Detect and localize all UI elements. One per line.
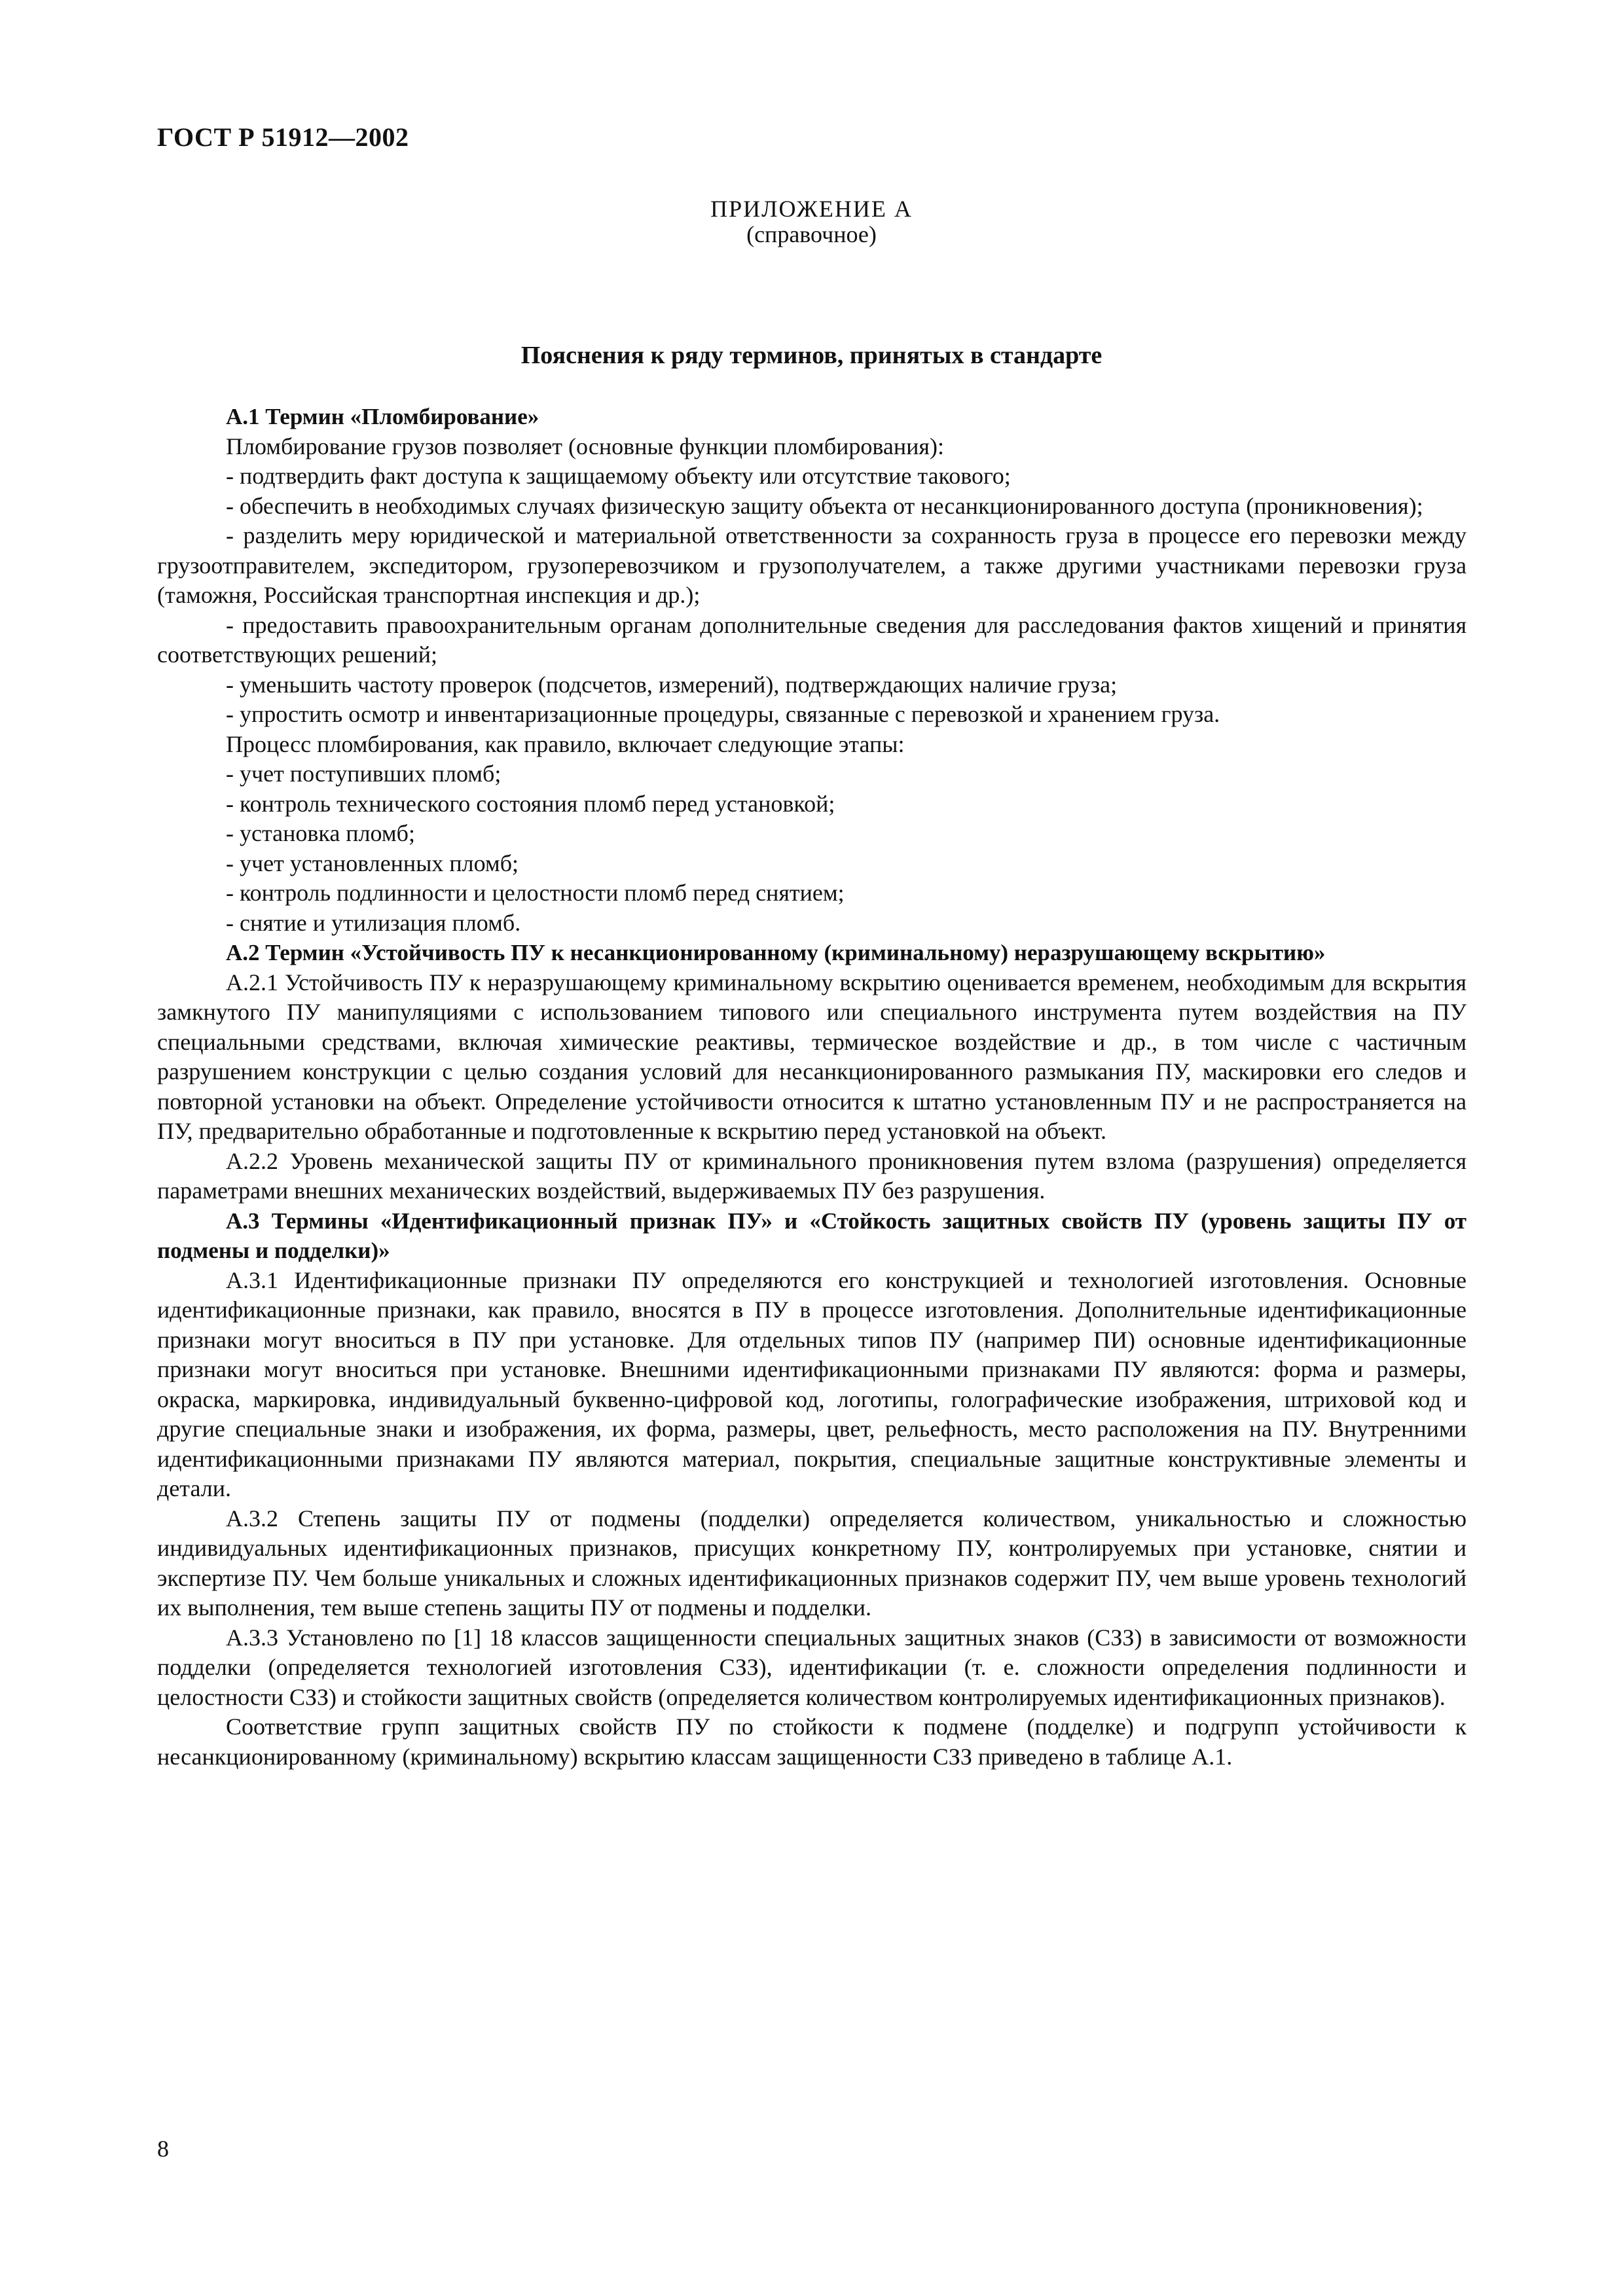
paragraph-a3-4: Соответствие групп защитных свойств ПУ по стойкости к подмене (подделке) и подгрупп устойчивости к несанкционированному (криминальному) вскрытию классам защищенности СЗЗ приведено в таблице А.1.: [157, 1713, 1467, 1770]
list-item: - разделить меру юридической и материальной ответственности за сохранность груза в процессе его перевозки между грузоотправителем, экспедитором, грузоперевозчиком и грузополучателем, а также другими участниками перевозки груза (таможня, Российская транспортная инспекция и др.);: [157, 522, 1467, 608]
section-heading-a1: А.1 Термин «Пломбирование»: [226, 404, 539, 429]
annex-title: ПРИЛОЖЕНИЕ А: [710, 196, 913, 222]
paragraph-a3-3: А.3.3 Установлено по [1] 18 классов защищенности специальных защитных знаков (СЗЗ) в зависимости от возможности подделки (определяется технологией изготовления СЗЗ), идентификации (т. е. сложности определения подлинности и целостности СЗЗ) и стойкости защитных свойств (определяется количеством контролируемых идентификационных признаков).: [157, 1624, 1467, 1710]
page-number: 8: [157, 2136, 169, 2162]
paragraph: Пломбирование грузов позволяет (основные функции пломбирования):: [226, 433, 944, 459]
list-item: - упростить осмотр и инвентаризационные процедуры, связанные с перевозкой и хранением груза.: [226, 701, 1220, 727]
paragraph-a3-2: А.3.2 Степень защиты ПУ от подмены (подделки) определяется количеством, уникальностью и сложностью индивидуальных идентификационных признаков, присущих конкретному ПУ, контролируемых при установке, снятии и экспертизе ПУ. Чем больше уникальных и сложных идентификационных признаков содержит ПУ, чем выше уровень технологий их выполнения, тем выше степень защиты ПУ от подмены и подделки.: [157, 1505, 1467, 1621]
list-item: - контроль подлинности и целостности пломб перед снятием;: [226, 880, 845, 906]
document-body: [157, 402, 1467, 1772]
list-item: - контроль технического состояния пломб перед установкой;: [226, 790, 835, 817]
list-item: - снятие и утилизация пломб.: [226, 909, 521, 936]
document-header: ГОСТ Р 51912—2002: [157, 122, 409, 152]
list-item: - установка пломб;: [226, 820, 415, 846]
page-title: Пояснения к ряду терминов, принятых в стандарте: [520, 342, 1103, 369]
list-item: - обеспечить в необходимых случаях физическую защиту объекта от несанкционированного доступа (проникновения);: [226, 492, 1423, 519]
section-heading-a2: А.2 Термин «Устойчивость ПУ к несанкционированному (криминальному) неразрушающему вскрытию»: [226, 940, 1326, 965]
section-heading-a3: А.3 Термины «Идентификационный признак ПУ» и «Стойкость защитных свойств ПУ (уровень защиты ПУ от подмены и подделки)»: [157, 1208, 1467, 1263]
list-item: - предоставить правоохранительным органам дополнительные сведения для расследования фактов хищений и принятия соответствующих решений;: [157, 611, 1467, 668]
list-item: - учет поступивших пломб;: [226, 761, 501, 787]
paragraph-a2-1: А.2.1 Устойчивость ПУ к неразрушающему криминальному вскрытию оценивается временем, необходимым для вскрытия замкнутого ПУ манипуляциями с использованием типового или специального инструмента путем воздействия на ПУ специальными средствами, включая химические реактивы, термическое воздействие и др., в том числе с частичным разрушением конструкции с целью создания условий для несанкционированного размыкания ПУ, маскировки его следов и повторной установки на объект. Определение устойчивости относится к штатно установленным ПУ и не распространяется на ПУ, предварительно обработанные и подготовленные к вскрытию перед установкой на объект.: [157, 969, 1467, 1144]
paragraph-a2-2: А.2.2 Уровень механической защиты ПУ от криминального проникновения путем взлома (разрушения) определяется параметрами внешних механических воздействий, выдерживаемых ПУ без разрушения.: [157, 1147, 1467, 1204]
list-item: - подтвердить факт доступа к защищаемому объекту или отсутствие такового;: [226, 463, 1011, 489]
annex-subtitle: (справочное): [746, 221, 877, 247]
paragraph-a3-1: А.3.1 Идентификационные признаки ПУ определяются его конструкцией и технологией изготовления. Основные идентификационные признаки, как правило, вносятся в ПУ в процессе изготовления. Дополнительные идентификационные признаки могут вноситься в ПУ при установке. Для отдельных типов ПУ (например ПИ) основные идентификационные признаки могут вноситься при установке. Внешними идентификационными признаками ПУ являются: форма и размеры, окраска, маркировка, индивидуальный буквенно-цифровой код, логотипы, голографические изображения, штриховой код и другие специальные знаки и изображения, их форма, размеры, цвет, рельефность, место расположения на ПУ. Внутренними идентификационными признаками ПУ являются материал, покрытия, специальные защитные конструктивные элементы и детали.: [157, 1266, 1467, 1501]
list-item: - уменьшить частоту проверок (подсчетов, измерений), подтверждающих наличие груза;: [226, 671, 1118, 698]
list-item: - учет установленных пломб;: [226, 850, 519, 876]
paragraph: Процесс пломбирования, как правило, включает следующие этапы:: [226, 730, 905, 757]
